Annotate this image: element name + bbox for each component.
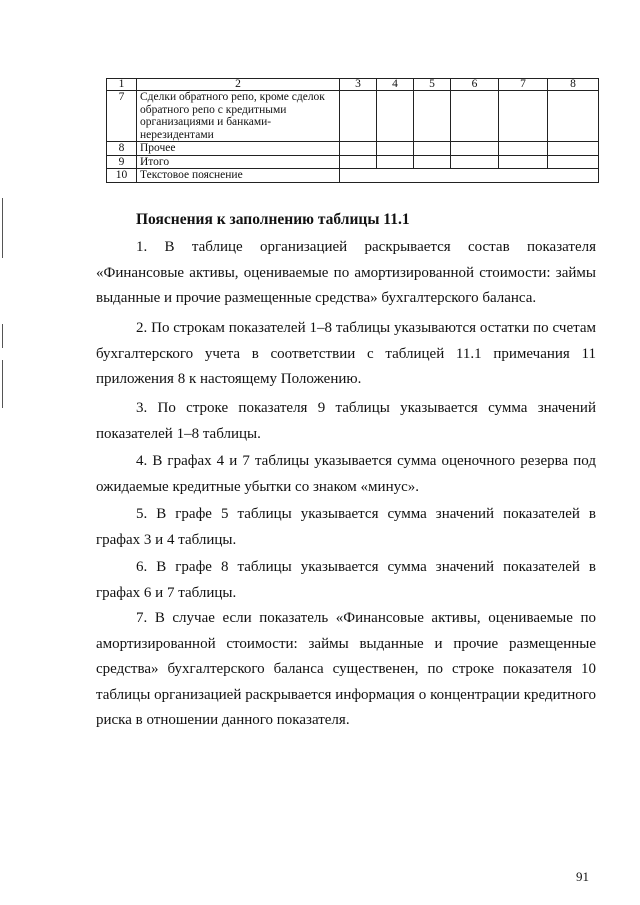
value-cell <box>499 91 548 142</box>
value-cell <box>414 142 451 156</box>
margin-mark <box>2 324 3 348</box>
header-cell: 3 <box>340 79 377 91</box>
value-cell <box>548 91 599 142</box>
value-cell <box>377 155 414 169</box>
value-cell <box>414 91 451 142</box>
paragraph: 6. В графе 8 таблицы указывается сумма значений показателей в графах 6 и 7 таблицы. <box>96 559 596 601</box>
header-cell: 7 <box>499 79 548 91</box>
header-cell: 8 <box>548 79 599 91</box>
row-number: 10 <box>107 169 137 183</box>
value-cell <box>340 142 377 156</box>
paragraph: 7. В случае если показатель «Финансовые активы, оцениваемые по амортизированной стоимости: займы выданные и прочие размещенные средства» бухгалтерского баланса существенен, по строке показателя 10 таблицы организацией раскрывается информация о концентрации кредитного риска в отношении данного показателя. <box>96 610 596 728</box>
value-cell <box>377 142 414 156</box>
paragraph: 5. В графе 5 таблицы указывается сумма значений показателей в графах 3 и 4 таблицы. <box>96 506 596 548</box>
table-header-row <box>107 79 599 91</box>
indicators-table <box>106 78 599 183</box>
row-number: 8 <box>107 142 137 156</box>
header-cell: 6 <box>451 79 499 91</box>
header-cell: 4 <box>377 79 414 91</box>
header-cell: 5 <box>414 79 451 91</box>
row-label: Текстовое пояснение <box>137 169 340 183</box>
value-cell <box>499 155 548 169</box>
table-row <box>107 155 599 169</box>
table-row <box>107 142 599 156</box>
margin-mark <box>2 360 3 408</box>
paragraph: 4. В графах 4 и 7 таблицы указывается сумма оценочного резерва под ожидаемые кредитные убытки со знаком «минус». <box>96 453 596 495</box>
value-cell <box>414 155 451 169</box>
section-heading: Пояснения к заполнению таблицы 11.1 <box>136 211 410 228</box>
value-cell <box>548 155 599 169</box>
header-cell: 1 <box>107 79 137 91</box>
table-row <box>107 91 599 142</box>
paragraph: 3. По строке показателя 9 таблицы указывается сумма значений показателей 1–8 таблицы. <box>96 400 596 442</box>
value-cell <box>451 142 499 156</box>
row-number: 9 <box>107 155 137 169</box>
row-label: Итого <box>137 155 340 169</box>
margin-mark <box>2 198 3 258</box>
value-cell <box>377 91 414 142</box>
value-cell <box>451 91 499 142</box>
row-label: Сделки обратного репо, кроме сделок обратного репо с кредитными организациями и банками-нерезидентами <box>137 91 340 142</box>
header-cell: 2 <box>137 79 340 91</box>
row-label: Прочее <box>137 142 340 156</box>
value-cell <box>340 91 377 142</box>
text-explanation-cell <box>340 169 599 183</box>
value-cell <box>451 155 499 169</box>
paragraph: 1. В таблице организацией раскрывается состав показателя «Финансовые активы, оцениваемые по амортизированной стоимости: займы выданные и прочие размещенные средства» бухгалтерского баланса. <box>96 239 596 306</box>
value-cell <box>499 142 548 156</box>
table-row <box>107 169 599 183</box>
paragraph: 2. По строкам показателей 1–8 таблицы указываются остатки по счетам бухгалтерского учета в соответствии с таблицей 11.1 примечания 11 приложения 8 к настоящему Положению. <box>96 320 596 387</box>
page-number: 91 <box>576 869 589 884</box>
value-cell <box>340 155 377 169</box>
value-cell <box>548 142 599 156</box>
row-number: 7 <box>107 91 137 142</box>
